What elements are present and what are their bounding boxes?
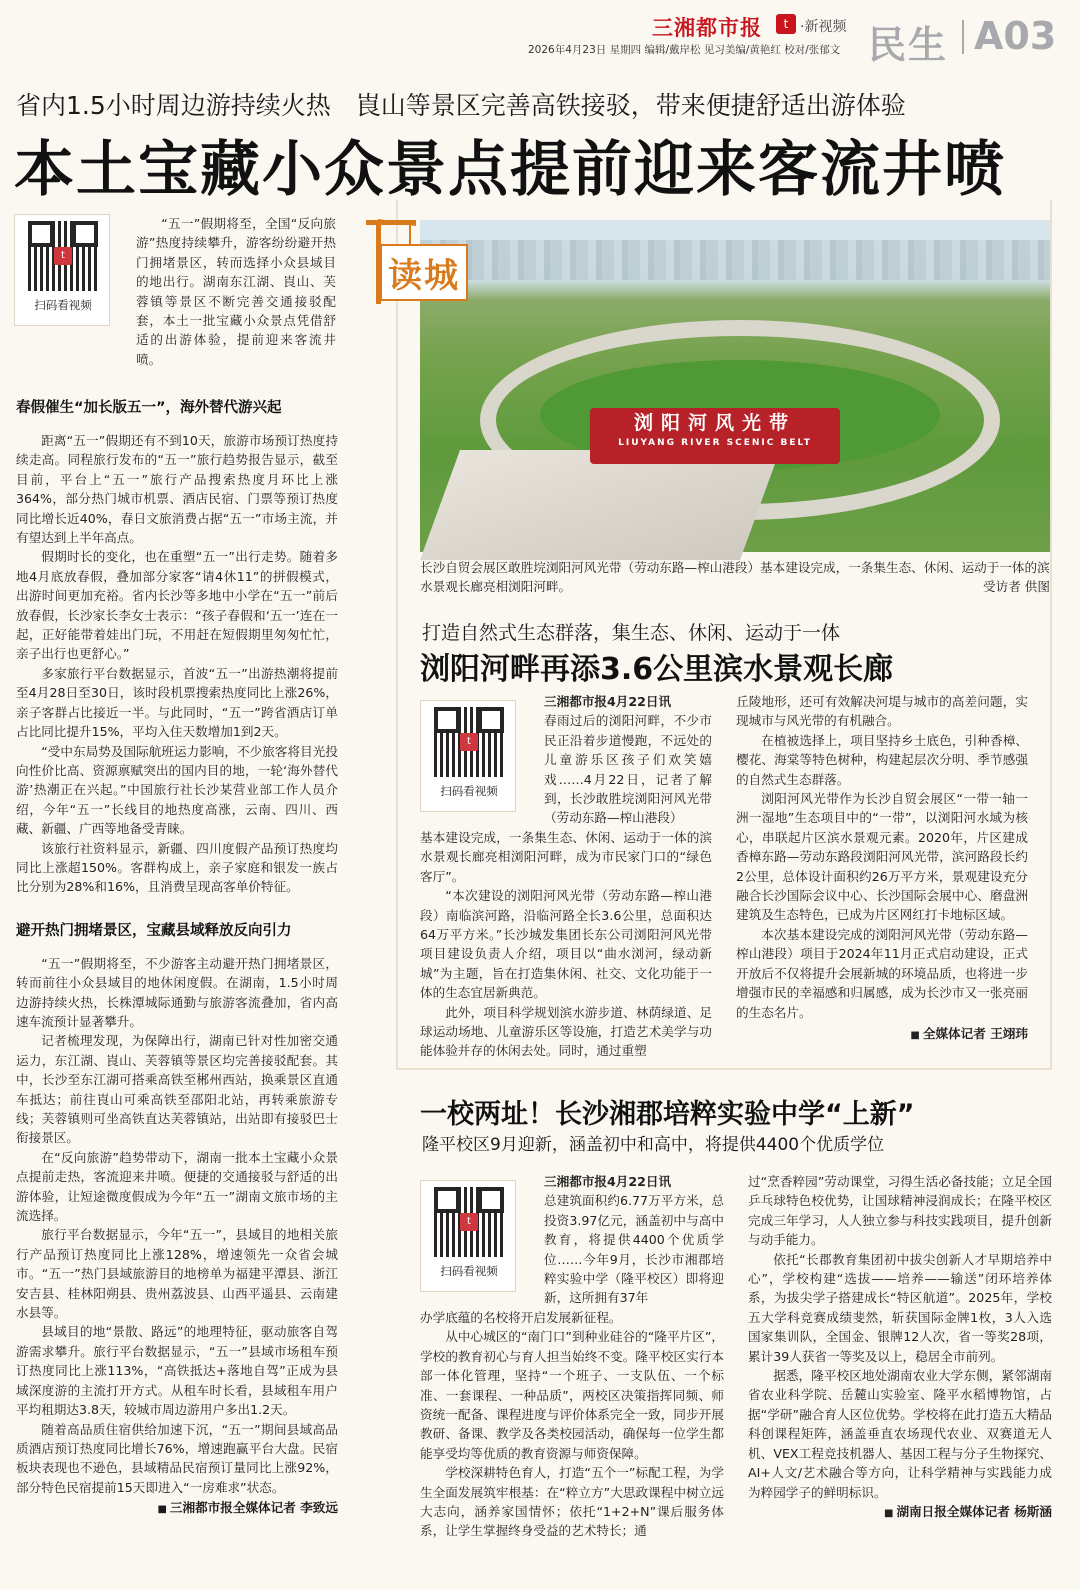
school-paragraph: 从中心城区的“南门口”到种业硅谷的“隆平片区”，学校的教育初心与育人担当始终不变。隆平校区实行本部一体化管理，坚持“一个班子、一支队伍、一个标准、一套课程、一种品质”，两校区决策指挥同频、师资统一配备、课程进度与评价体系完全一致，同步开展教研、备课、教学及各类校园活动，确保每一位学生都能享受均等优质的教育资源与师资保障。 xyxy=(420,1329,724,1461)
school-headline: 一校两址！长沙湘郡培粹实验中学“上新” xyxy=(420,1099,915,1130)
feature-headline: 浏阳河畔再添3.6公里滨水景观长廊 xyxy=(420,652,894,687)
page-number: A03 xyxy=(974,14,1057,58)
feature-byline: ■ 全媒体记者 王翊玮 xyxy=(736,1024,1028,1045)
school-col1-top xyxy=(544,1172,724,1308)
school-paragraph: 办学底蕴的名校将开启发展新征程。 xyxy=(420,1310,622,1325)
section-name: 民生 xyxy=(868,23,949,67)
school-paragraph: 过“烹香粹园”劳动课堂，习得生活必备技能；立足全国乒乓球特色校优势，让国球精神浸润成长；在隆平校区完成三年学习，人人独立参与科技实践项目，提升创新与动手能力。 xyxy=(748,1174,1052,1248)
school-qr-code[interactable] xyxy=(420,1180,516,1292)
feature-kicker: 打造自然式生态群落，集生态、休闲、运动于一体 xyxy=(422,622,841,644)
feature-paragraph: 此外，项目科学规划滨水游步道、林荫绿道、足球运动场地、儿童游乐区等设施，打造艺术美学与功能体验并存的休闲去处。同时，通过重塑 xyxy=(420,1004,712,1059)
school-paragraph: 学校深耕特色育人，打造“五个一”标配工程，为学生全面发展筑牢根基：在“粹立方”大思政课程中树立远大志向，涵养家国情怀；依托“1+2+N”课后服务体系，让学生掌握终身受益的艺术特长；通 xyxy=(420,1465,724,1539)
lead-article-body xyxy=(16,214,338,1554)
page-divider xyxy=(962,20,964,54)
dateline: 三湘都市报4月22日讯 xyxy=(544,694,672,709)
qr-code-icon: t xyxy=(434,1187,504,1257)
lead-subhead-2: 避开热门拥堵景区，宝藏县域释放反向引力 xyxy=(16,922,292,939)
lead-paragraph: 该旅行社资料显示，新疆、四川度假产品预订热度均同比上涨超150%。客群构成上，亲子家庭和银发一族占比分别为28%和16%，且消费呈现高客单价特征。 xyxy=(16,840,338,895)
qr-code-icon: t xyxy=(434,707,504,777)
school-col1 xyxy=(420,1308,724,1541)
feature-qr-code[interactable] xyxy=(420,700,516,812)
column-tag: 读城 xyxy=(380,244,468,301)
feature-photo xyxy=(420,220,1050,552)
qr-code-icon: t xyxy=(28,221,98,291)
feature-paragraph: “本次建设的浏阳河风光带（劳动东路—榨山港段）南临滨河路，沿临河路全长3.6公里，总面积达64万平方米。”长沙城发集团长东公司浏阳河风光带项目建设负责人介绍，项目以“曲水浏河，绿动新城”为主题，旨在打造集休闲、社交、文化功能于一体的生态宜居新典范。 xyxy=(420,888,712,1001)
feature-col1-top xyxy=(544,692,712,828)
feature-paragraph: 在植被选择上，项目坚持乡土底色，引种香樟、樱花、海棠等特色树种，构建起层次分明、季节感强的自然式生态群落。 xyxy=(736,732,1028,787)
lead-subhead-1: 春假催生“加长版五一”，海外替代游兴起 xyxy=(16,400,282,416)
qr-label: 扫码看视频 xyxy=(440,1264,498,1278)
lead-intro: “五一”假期将至，全国“反向旅游”热度持续攀升，游客纷纷避开热门拥堵景区，转而选择小众县域目的地出行。湖南东江湖、崀山、芙蓉镇等景区不断完善交通接驳配套，本土一批宝藏小众景点凭借舒适的出游体验，提前迎来客流井喷。 xyxy=(136,216,336,367)
lead-paragraph: 记者梳理发现，为保障出行，湖南已针对性加密交通运力，东江湖、崀山、芙蓉镇等景区均完善接驳配套。其中，长沙至东江湖可搭乘高铁至郴州西站，换乘景区直通车抵达；前往崀山可乘高铁至邵阳北站，再转乘旅游专线；芙蓉镇则可坐高铁直达芙蓉镇站，出站即有接驳巴士衔接景区。 xyxy=(16,1033,338,1146)
lead-paragraph: 假期时长的变化，也在重塑“五一”出行走势。随着多地4月底放春假，叠加部分家客“请4休11”的拼假模式，出游时间更加充裕。省内长沙等多地中小学在“五一”前后放春假，长沙家长李女士表示：“孩子春假和‘五一’连在一起，正好能带着娃出门玩，不用赶在短假期里匆匆忙忙，亲子出行也更舒心。” xyxy=(16,549,338,662)
newspaper-brand: 三湘都市报 xyxy=(652,16,762,40)
school-paragraph: 据悉，隆平校区地处湖南农业大学东侧，紧邻湖南省农业科学院、岳麓山实验室、隆平水稻博物馆，占据“学研”融合育人区位优势。学校将在此打造五大精品科创课程矩阵，涵盖垂直农场现代农业、双赛道无人机、VEX工程竞技机器人、基因工程与分子生物探究、AI+人文/艺术融合等方向，让科学精神与实践能力成为粹园学子的鲜明标识。 xyxy=(748,1368,1052,1500)
lead-byline: ■ 三湘都市报全媒体记者 李致远 xyxy=(16,1497,338,1516)
feature-paragraph: 春雨过后的浏阳河畔，不少市民正沿着步道慢跑，不远处的儿童游乐区孩子们欢笑嬉戏……4月22日，记者了解到，长沙敢胜垸浏阳河风光带（劳动东路—榨山港段） xyxy=(544,713,712,826)
school-paragraph: 总建筑面积约6.77万平方米，总投资3.97亿元，涵盖初中与高中教育，将提供4400个优质学位……今年9月，长沙市湘郡培粹实验中学（隆平校区）即将迎新，这所拥有37年 xyxy=(544,1193,724,1306)
photo-credit: 受访者 供图 xyxy=(983,579,1050,594)
brand-video-label: ·新视频 xyxy=(800,19,847,35)
masthead xyxy=(0,0,1080,67)
dateline: 三湘都市报4月22日讯 xyxy=(544,1174,672,1189)
lead-paragraph: 距离“五一”假期还有不到10天，旅游市场预订热度持续走高。同程旅行发布的“五一”旅行趋势报告显示，截至目前，平台上“五一”旅行产品搜索热度月环比上涨364%，部分热门城市机票、酒店民宿、门票等预订热度同比增长近40%，春日文旅消费占据“五一”市场主流，并有望达到上半年高点。 xyxy=(16,433,338,546)
feature-paragraph: 本次基本建设完成的浏阳河风光带（劳动东路—榨山港段）项目于2024年11月正式启动建设，正式开放后不仅将提升会展新城的环境品质，也将进一步增强市民的幸福感和归属感，成为长沙市又一张亮丽的生态名片。 xyxy=(736,926,1028,1020)
school-kicker: 隆平校区9月迎新，涵盖初中和高中，将提供4400个优质学位 xyxy=(422,1135,885,1155)
feature-col2 xyxy=(736,692,1028,1045)
feature-paragraph: 丘陵地形，还可有效解决河堤与城市的高差问题，实现城市与风光带的有机融合。 xyxy=(736,694,1028,729)
issue-meta: 2026年4月23日 星期四 编辑/戴岸松 见习美编/黄艳红 校对/张郁文 xyxy=(528,44,841,56)
school-paragraph: 依托“长郡教育集团初中拔尖创新人才早期培养中心”，学校构建“选拔——培养——输送”闭环培养体系，为拔尖学子搭建成长“特区航道”。2025年，学校五大学科竞赛成绩斐然，斩获国际金牌1枚，3人入选国家集训队，全国金、银牌12人次，省一等奖28项，累计39人获省一等奖及以上，稳居全市前列。 xyxy=(748,1251,1052,1364)
lead-paragraph: 多家旅行平台数据显示，首波“五一”出游热潮将提前至4月28日至30日，该时段机票搜索热度同比上涨26%，亲子客群占比接近一半。与此同时，“五一”跨省酒店订单占比同比提升15%，平均入住天数增加1到2天。 xyxy=(16,665,338,740)
feature-col1 xyxy=(420,828,712,1061)
qr-label: 扫码看视频 xyxy=(34,298,92,312)
lead-paragraph: “受中东局势及国际航班运力影响，不少旅客将目光投向性价比高、资源禀赋突出的国内目的地，一轮‘海外替代游’热潮正在兴起。”中国旅行社长沙某营业部工作人员介绍，今年“五一”长线目的地热度高涨，云南、四川、西藏、新疆、广西等地备受青睐。 xyxy=(16,743,338,837)
lead-paragraph: 随着高品质住宿供给加速下沉，“五一”期间县域高品质酒店预订热度同比增长76%，增速跑赢平台大盘。民宿板块表现也不逊色，县域精品民宿预订量同比上涨92%，部分特色民宿提前15天即进入“一房难求”状态。 xyxy=(16,1421,338,1495)
lead-paragraph: 旅行平台数据显示，今年“五一”，县域目的地相关旅行产品预订热度同比上涨128%，增速领先一众省会城市。“五一”热门县域旅游目的地榜单为福建平潭县、浙江安吉县、桂林阳朔县、贵州荔波县、山西平遥县、云南建水县等。 xyxy=(16,1227,338,1321)
lead-paragraph: 在“反向旅游”趋势带动下，湖南一批本土宝藏小众景点提前走热，客流迎来井喷。便捷的交通接驳与舒适的出游体验，让短途微度假成为今年“五一”湖南文旅市场的主流选择。 xyxy=(16,1149,338,1224)
feature-paragraph: 基本建设完成，一条集生态、休闲、运动于一体的滨水景观长廊亮相浏阳河畔，成为市民家门口的“绿色客厅”。 xyxy=(420,830,712,884)
lead-headline: 本土宝藏小众景点提前迎来客流井喷 xyxy=(14,135,1006,205)
photo-caption: 长沙自贸会展区敢胜垸浏阳河风光带（劳动东路—榨山港段）基本建设完成，一条集生态、休闲、运动于一体的滨水景观长廊亮相浏阳河畔。 受访者 供图 xyxy=(420,560,1050,594)
school-byline: ■ 湖南日报全媒体记者 杨斯涵 xyxy=(748,1502,1052,1523)
lead-kicker: 省内1.5小时周边游持续火热 崀山等景区完善高铁接驳，带来便捷舒适出游体验 xyxy=(16,91,906,120)
feature-paragraph: 浏阳河风光带作为长沙自贸会展区“一带一轴一洲一湿地”生态项目中的“一带”，以浏阳河水域为核心，串联起片区滨水景观元素。2020年，片区建成香樟东路—劳动东路段浏阳河风光带，滨河路段长约2公里，总体设计面积约26万平方米，景观建设充分融合长沙国际会议中心、长沙国际会展中心、磨盘洲建筑及生态特色，已成为片区网红打卡地标区域。 xyxy=(736,791,1028,923)
qr-label: 扫码看视频 xyxy=(440,784,498,798)
school-col2 xyxy=(748,1172,1052,1523)
lead-paragraph: 县域目的地“景散、路远”的地理特征，驱动旅客自驾游需求攀升。旅行平台数据显示，“五一”县域市场租车预订热度同比上涨113%，“高铁抵达+落地自驾”正成为县域深度游的主流打开方式。从租车时长看，县域租车用户平均租期达3.8天，较城市周边游用户多出1.2天。 xyxy=(16,1324,338,1418)
park-sign: 浏阳河风光带 LIUYANG RIVER SCENIC BELT xyxy=(590,408,840,464)
lead-paragraph: “五一”假期将至，不少游客主动避开热门拥堵景区，转而前往小众县域目的地休闲度假。在湖南，1.5小时周边游持续火热，长株潭城际通勤与旅游客流叠加，省内高速车流预计显著攀升。 xyxy=(16,955,338,1029)
brand-logo-icon: t xyxy=(776,14,796,34)
